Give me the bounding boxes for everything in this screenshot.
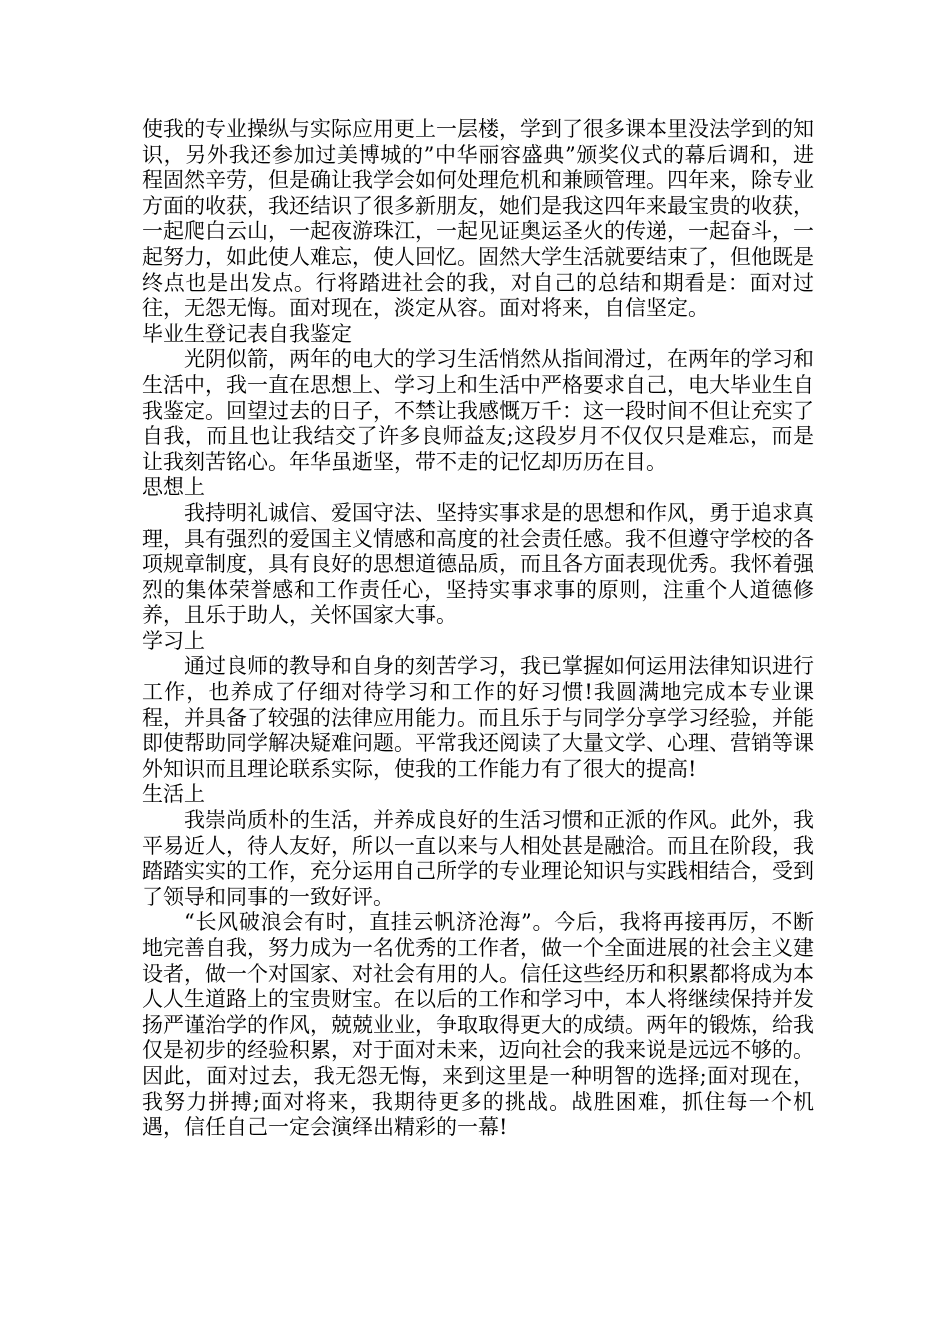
- section-heading-self-appraisal: 毕业生登记表自我鉴定: [142, 321, 352, 346]
- paragraph-continuation: 使我的专业操纵与实际应用更上一层楼，学到了很多课本里没法学到的知识，另外我还参加过美博城的”中华丽容盛典”颁奖仪式的幕后调和，进程固然辛劳，但是确让我学会如何处理危机和兼顾管理。四年来，除专业方面的收获，我还结识了很多新朋友，她们是我这四年来最宝贵的收获，一起爬白云山，一起夜游珠江，一起见证奥运圣火的传递，一起奋斗，一起努力，如此使人难忘，使人回忆。固然大学生活就要结束了，但他既是终点也是出发点。行将踏进社会的我，对自己的总结和期看是：面对过往，无怨无悔。面对现在，淡定从容。面对将来，自信坚定。: [142, 117, 814, 321]
- paragraph-study: 通过良师的教导和自身的刻苦学习，我已掌握如何运用法律知识进行工作，也养成了仔细对待学习和工作的好习惯!我圆满地完成本专业课程，并具备了较强的法律应用能力。而且乐于与同学分享学习经验，并能即使帮助同学解决疑难问题。平常我还阅读了大量文学、心理、营销等课外知识而且理论联系实际，使我的工作能力有了很大的提高!: [142, 654, 814, 781]
- paragraph-thought: 我持明礼诚信、爱国守法、坚持实事求是的思想和作风，勇于追求真理，具有强烈的爱国主义情感和高度的社会责任感。我不但遵守学校的各项规章制度，具有良好的思想道德品质，而且各方面表现优秀。我怀着强烈的集体荣誉感和工作责任心，坚持实事求事的原则，注重个人道德修养，且乐于助人，关怀国家大事。: [142, 500, 814, 628]
- paragraph-conclusion: “长风破浪会有时，直挂云帆济沧海”。今后，我将再接再厉，不断地完善自我，努力成为一名优秀的工作者，做一个全面进展的社会主义建设者，做一个对国家、对社会有用的人。信任这些经历和积累都将成为本人人生道路上的宝贵财宝。在以后的工作和学习中，本人将继续保持并发扬严谨治学的作风，兢兢业业，争取取得更大的成绩。两年的锻炼，给我仅是初步的经验积累，对于面对未来，迈向社会的我来说是远远不够的。因此，面对过去，我无怨无悔，来到这里是一种明智的选择;面对现在，我努力拼搏;面对将来，我期待更多的挑战。战胜困难，抓住每一个机遇，信任自己一定会演绎出精彩的一幕!: [142, 910, 814, 1140]
- section-heading-study: 学习上: [142, 628, 205, 653]
- paragraph-intro: 光阴似箭，两年的电大的学习生活悄然从指间滑过，在两年的学习和生活中，我一直在思想上、学习上和生活中严格要求自己，电大毕业生自我鉴定。回望过去的日子，不禁让我感慨万千：这一段时间不但让充实了自我，而且也让我结交了许多良师益友;这段岁月不仅仅只是难忘，而是让我刻苦铭心。年华虽逝坚，带不走的记忆却历历在目。: [142, 347, 814, 474]
- document-page: [142, 117, 814, 1141]
- section-heading-life: 生活上: [142, 782, 205, 807]
- paragraph-life: 我崇尚质朴的生活，并养成良好的生活习惯和正派的作风。此外，我平易近人，待人友好，所以一直以来与人相处甚是融洽。而且在阶段，我踏踏实实的工作，充分运用自己所学的专业理论知识与实践相结合，受到了领导和同事的一致好评。: [142, 808, 814, 909]
- section-heading-thought: 思想上: [142, 475, 205, 500]
